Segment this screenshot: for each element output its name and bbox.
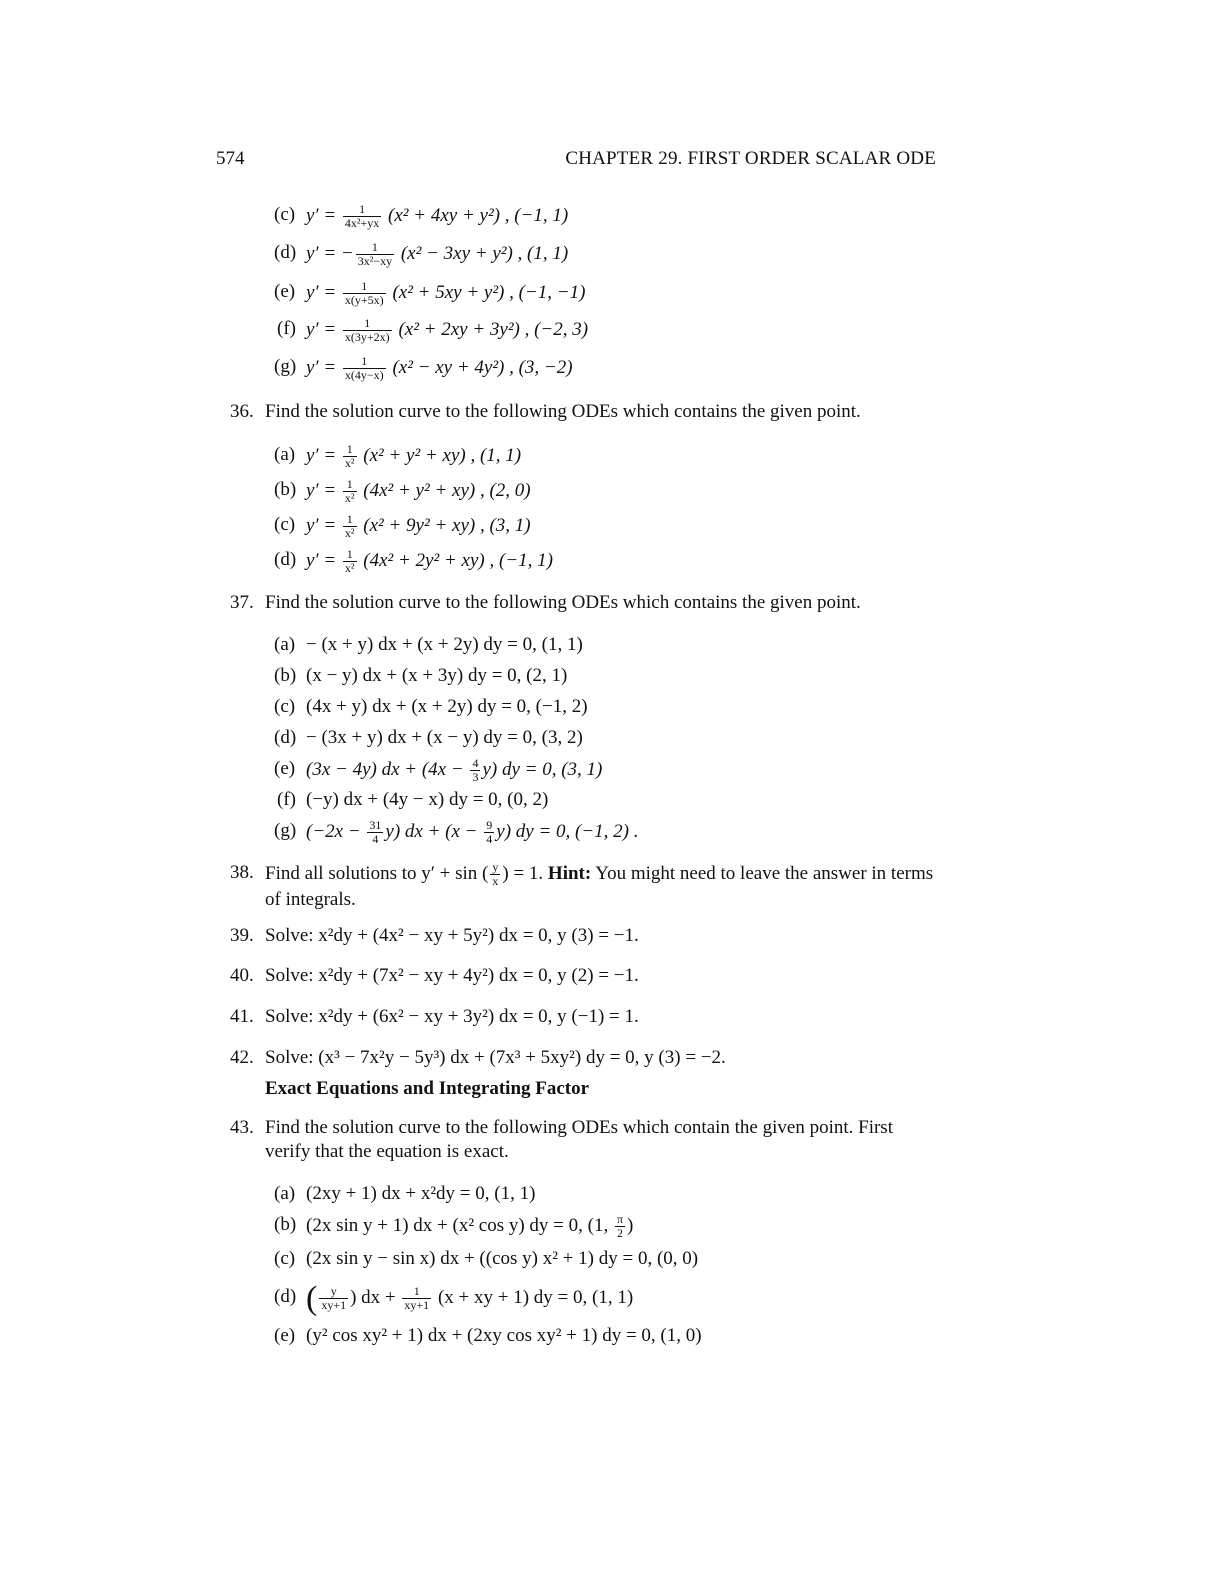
problem-number: 40. xyxy=(230,965,254,986)
equation: y′ = $\frac{1}{\text{4x²+yx}}$ (x² + 4xy + y²) , (−1, 1) xyxy=(306,202,569,230)
equation: − (3x + y) dx + (x − y) dy = 0, (3, 2) xyxy=(306,727,583,748)
item-label: (c) xyxy=(274,514,296,535)
page-header xyxy=(216,148,936,172)
item-label: (f) xyxy=(277,318,296,339)
item-label: (c) xyxy=(274,204,296,225)
hint-label: Hint: xyxy=(547,862,592,884)
item-label: (b) xyxy=(274,665,297,686)
equation: (4x + y) dx + (x + 2y) dy = 0, (−1, 2) xyxy=(306,696,588,717)
equation: (−2x − $\frac{31}{4}$ y) dx + (x − $\frac{9}{4}$ y) dy = 0, (−1, 2) . xyxy=(306,818,639,846)
problem-text: Find the solution curve to the following ODEs which contains the given point. xyxy=(265,401,861,422)
problem-number: 37. xyxy=(230,592,254,613)
problem-number: 39. xyxy=(230,925,254,946)
item-label: (e) xyxy=(274,281,296,302)
item-label: (f) xyxy=(277,789,296,810)
equation: y′ = $\frac{1}{x(y+5x)}$ (x² + 5xy + y²) , (−1, −1) xyxy=(306,279,586,307)
equation: y′ = $\frac{1}{\text{x²}}$ (x² + 9y² + xy) , (3, 1) xyxy=(306,512,531,540)
item-label: (a) xyxy=(274,1183,296,1204)
item-label: (e) xyxy=(274,758,296,779)
item-label: (d) xyxy=(274,549,297,570)
problem-number: 38. xyxy=(230,862,254,883)
page-number: 574 xyxy=(216,148,245,169)
problem-text: Solve: x²dy + (4x² − xy + 5y²) dx = 0, y (3) = −1. xyxy=(265,925,639,946)
problem-text: Find all solutions to y′ + sin ( $\frac{y}{x}$ ) = 1. Hint: You might need to leave the answer in terms of integrals. xyxy=(265,860,934,910)
equation: y′ = $\frac{1}{\text{x²}}$ (4x² + 2y² + xy) , (−1, 1) xyxy=(306,547,553,575)
equation: y′ = − $\frac{1}{\text{3x²−xy}}$ (x² − 3xy + y²) , (1, 1) xyxy=(306,240,569,268)
item-label: (g) xyxy=(274,356,297,377)
equation: y′ = $\frac{1}{x(4y-x)}$ (x² − xy + 4y²) , (3, −2) xyxy=(306,354,573,382)
equation: (2xy + 1) dx + x²dy = 0, (1, 1) xyxy=(306,1183,536,1204)
item-label: (a) xyxy=(274,444,296,465)
problem-number: 42. xyxy=(230,1047,254,1068)
equation: ( $\frac{y}{xy+1}$ ) dx + $\frac{1}{xy+1}$ (x + xy + 1) dy = 0, (1, 1) xyxy=(306,1279,634,1317)
problem-number: 36. xyxy=(230,401,254,422)
item-label: (a) xyxy=(274,634,296,655)
item-label: (c) xyxy=(274,696,296,717)
problem-text: Solve: x²dy + (7x² − xy + 4y²) dx = 0, y (2) = −1. xyxy=(265,965,639,986)
equation: (2x sin y − sin x) dx + ((cos y) x² + 1) dy = 0, (0, 0) xyxy=(306,1248,699,1269)
item-label: (b) xyxy=(274,1214,297,1235)
item-label: (g) xyxy=(274,820,297,841)
problem-number: 43. xyxy=(230,1117,254,1138)
item-label: (d) xyxy=(274,242,297,263)
item-label: (b) xyxy=(274,479,297,500)
running-title: CHAPTER 29. FIRST ORDER SCALAR ODE xyxy=(565,148,936,169)
item-label: (c) xyxy=(274,1248,296,1269)
equation: (x − y) dx + (x + 3y) dy = 0, (2, 1) xyxy=(306,665,568,686)
equation: y′ = $\frac{1}{x(3y+2x)}$ (x² + 2xy + 3y²) , (−2, 3) xyxy=(306,316,589,344)
problem-text: Solve: (x³ − 7x²y − 5y³) dx + (7x³ + 5xy²) dy = 0, y (3) = −2. xyxy=(265,1047,726,1068)
equation: (y² cos xy² + 1) dx + (2xy cos xy² + 1) dy = 0, (1, 0) xyxy=(306,1325,702,1346)
item-label: (e) xyxy=(274,1325,296,1346)
equation: − (x + y) dx + (x + 2y) dy = 0, (1, 1) xyxy=(306,634,583,655)
item-label: (d) xyxy=(274,1286,297,1307)
problem-text: Find the solution curve to the following ODEs which contain the given point. First verify that the equation is exact. xyxy=(265,1117,893,1162)
equation: (3x − 4y) dx + (4x − $\frac{4}{3}$ y) dy = 0, (3, 1) xyxy=(306,756,603,784)
section-heading: Exact Equations and Integrating Factor xyxy=(265,1078,590,1099)
problem-text: Find the solution curve to the following ODEs which contains the given point. xyxy=(265,592,861,613)
equation: y′ = $\frac{1}{\text{x²}}$ (4x² + y² + xy) , (2, 0) xyxy=(306,477,531,505)
equation: y′ = $\frac{1}{\text{x²}}$ (x² + y² + xy) , (1, 1) xyxy=(306,442,522,470)
equation: (2x sin y + 1) dx + (x² cos y) dy = 0, (1, $\frac{\pi}{2}$ ) xyxy=(306,1212,634,1240)
item-label: (d) xyxy=(274,727,297,748)
equation: (−y) dx + (4y − x) dy = 0, (0, 2) xyxy=(306,789,549,810)
problem-text: Solve: x²dy + (6x² − xy + 3y²) dx = 0, y (−1) = 1. xyxy=(265,1006,639,1027)
problem-number: 41. xyxy=(230,1006,254,1027)
